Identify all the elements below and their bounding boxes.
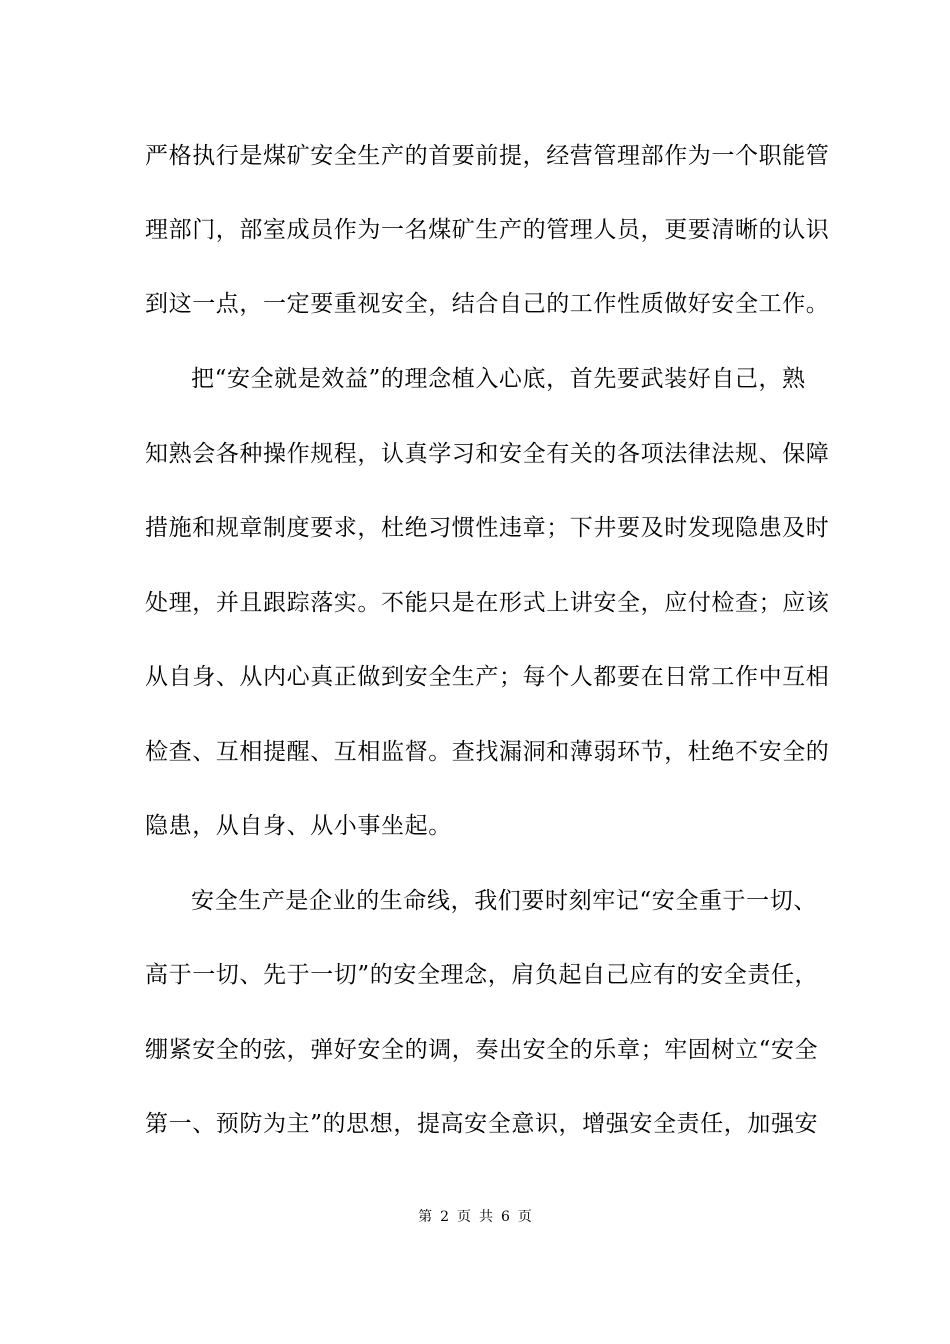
text-line: 到这一点，一定要重视安全，结合自己的工作性质做好安全工作。: [145, 291, 830, 317]
paragraph-start-line: 把“安全就是效益”的理念植入心底，首先要武装好自己，熟: [191, 366, 806, 392]
text-line: 措施和规章制度要求，杜绝习惯性违章；下井要及时发现隐患及时: [145, 515, 830, 541]
current-page-number: 2: [440, 1209, 449, 1225]
text-line: 第一、预防为主”的思想，提高安全意识，增强安全责任，加强安: [145, 1111, 819, 1137]
text-line: 高于一切、先于一切”的安全理念，肩负起自己应有的安全责任，: [145, 962, 819, 988]
page-footer: [0, 1208, 950, 1226]
text-line: 绷紧安全的弦，弹好安全的调，奏出安全的乐章；牢固树立“安全: [145, 1037, 819, 1063]
text-line: 检查、互相提醒、互相监督。查找漏洞和薄弱环节，杜绝不安全的: [145, 739, 830, 765]
text-line: 严格执行是煤矿安全生产的首要前提，经营管理部作为一个职能管: [145, 143, 830, 169]
text-line: 处理，并且跟踪落实。不能只是在形式上讲安全，应付检查；应该: [145, 590, 830, 616]
footer-page-label: 页: [457, 1209, 471, 1225]
total-page-number: 6: [501, 1209, 510, 1225]
footer-prefix: 第: [418, 1209, 433, 1225]
text-line: 从自身、从内心真正做到安全生产；每个人都要在日常工作中互相: [145, 664, 830, 690]
footer-suffix: 页: [517, 1209, 532, 1225]
text-line: 隐患，从自身、从小事坐起。: [145, 813, 452, 839]
text-line: 知熟会各种操作规程，认真学习和安全有关的各项法律法规、保障: [145, 441, 830, 467]
paragraph-start-line: 安全生产是企业的生命线，我们要时刻牢记“安全重于一切、: [191, 888, 817, 914]
footer-total-label: 共: [479, 1209, 493, 1225]
text-line: 理部门，部室成员作为一名煤矿生产的管理人员，更要清晰的认识: [145, 217, 830, 243]
